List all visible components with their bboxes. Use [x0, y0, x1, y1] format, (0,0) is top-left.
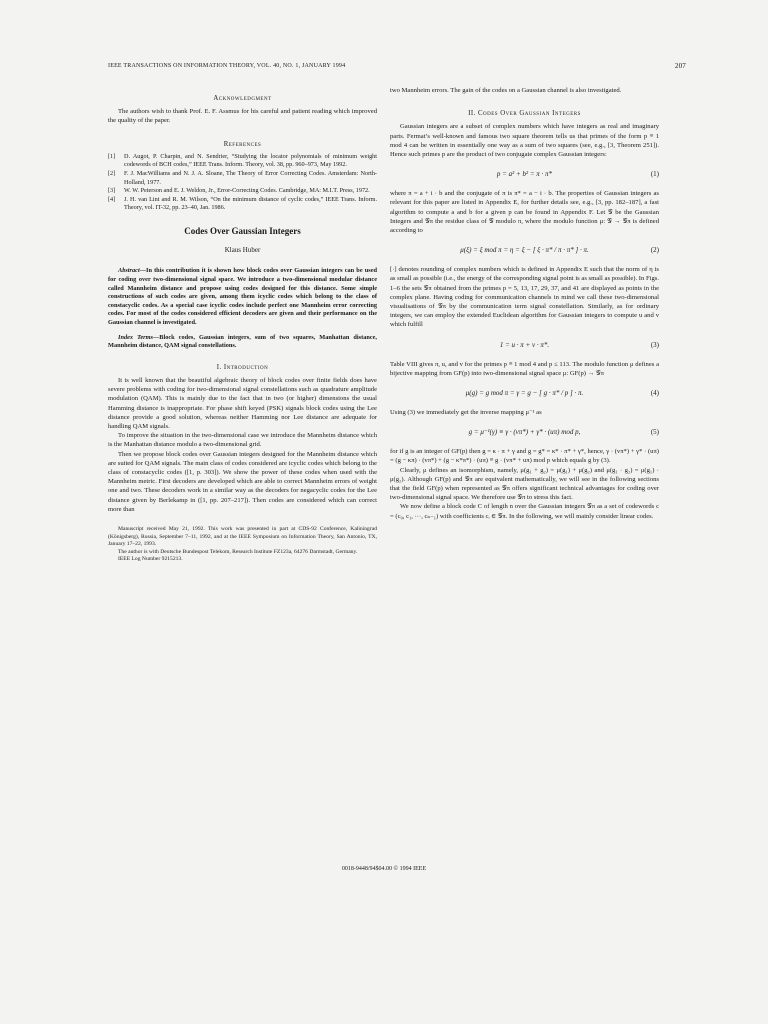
reference-text: W. W. Peterson and E. J. Weldon, Jr., Error-Correcting Codes. Cambridge, MA: M.I.T. Press, 1972. — [124, 187, 370, 195]
author-name: Klaus Huber — [224, 246, 261, 255]
equation-2 — [390, 243, 659, 257]
footnote-manuscript: Manuscript received May 21, 1992. This work was presented in part at CDS-92 Conference, Kaliningrad (Königsberg), Russia, September 7–11, 1992, and at the IEEE Symposium on Information Theory, San Antonio, TX, January 17–22, 1993. — [108, 525, 377, 548]
index-terms-text: Block codes, Gaussian integers, sum of two squares, Manhattan distance, Mannheim distance, QAM signal constellations. — [108, 333, 378, 350]
references-heading: References — [223, 140, 262, 148]
equation-1 — [390, 167, 659, 181]
right-column — [390, 86, 659, 521]
equation-5-body: g = μ⁻¹(γ) ≡ γ · (vπ*) + γ* · (uπ) mod p, — [468, 428, 581, 437]
page-number: 207 — [674, 62, 686, 70]
equation-4-body: μ(g) = g mod π = γ = g − [ g · π* / p ] · π. — [465, 389, 584, 398]
equation-3-body: 1 = u · π + v · π*. — [499, 340, 550, 349]
index-terms-lead: Index Terms— — [118, 333, 160, 341]
section-2-paragraph-8: We now define a block code C of length n over the Gaussian integers 𝒢π as a set of codewords c = (c₀, c₁, ···, cₙ₋₁) with coefficients cᵢ ∈ 𝒢π. In the following, we will mainly consider linear codes. — [390, 503, 659, 520]
reference-text: D. Augot, P. Charpin, and N. Sendrier, “Studying the locator polynomials of minimum weight codewords of BCH codes,” IEEE Trans. Inform. Theory, vol. 38, pp. 960–973, May 1992. — [124, 152, 377, 169]
footnote-affiliation: The author is with Deutsche Bundespost Telekom, Research Institute FZ123a, 64276 Darmstadt, Germany. — [118, 548, 358, 555]
section-2-paragraph-2: where π = a + i · b and the conjugate of π is π* = a − i · b. The properties of Gaussian integers as relevant for this paper are listed in Appendix E, for further details see, e.g., [3, pp. 182–187], a fast algorithm to compute a and b for a given p can be found in Appendix F. Let 𝒢 be the Gaussian Integers and 𝒢π the residue class of 𝒢 modulo π, where the modulo function μ: 𝒢 → 𝒢π is defined according to — [390, 190, 659, 235]
reference-item — [108, 196, 377, 213]
index-terms — [108, 334, 377, 351]
footnote-log-number: IEEE Log Number 9215213. — [118, 556, 183, 563]
reference-item — [108, 187, 377, 196]
equation-1-number: (1) — [650, 170, 659, 179]
equation-2-body: μ(ξ) = ξ mod π = η = ξ − [ ξ · π* / π · π* ] · π. — [460, 246, 589, 255]
reference-number: [2] — [108, 170, 116, 177]
section-2-paragraph-5: Using (3) we immediately get the inverse mapping μ⁻¹ as — [390, 409, 542, 417]
left-column — [108, 86, 377, 564]
paper-title: Codes Over Gaussian Integers — [184, 225, 301, 236]
acknowledgment-text: The authors wish to thank Prof. E. F. Assmus for his careful and patient reading which improved the quality of the paper. — [108, 108, 377, 125]
acknowledgment-heading: Acknowledgment — [213, 95, 272, 102]
section-2-paragraph-7: Clearly, μ defines an isomorphism, namely, μ(g₁ + g₂) = μ(g₁) + μ(g₂) and μ(g₁ · g₂) = μ(g₁) · μ(g₂). Although GF(p) and 𝒢π are equivalent mathematically, we will see in the following sections that the field GF(p) when represented as 𝒢π offers significant technical advantages for coding over two-dimensional signal space. We therefore use 𝒢π to stress this fact. — [390, 466, 659, 502]
equation-4 — [390, 386, 659, 400]
reference-item — [108, 170, 377, 187]
intro-continued: two Mannheim errors. The gain of the codes on a Gaussian channel is also investigated. — [390, 87, 622, 94]
section-2-paragraph-3: [·] denotes rounding of complex numbers which is defined in Appendix E such that the norm of η is as small as possible (i.e., the energy of the corresponding signal point is as small as possible). In Figs. 1–6 the sets 𝒢π obtained from the primes p = 5, 13, 17, 29, 37, and 41 are displayed as points in the complex plane. Having coding for communication channels in mind we call these two-dimensional visualisations of 𝒢π by the communication term signal constellation. Similarly, as for ordinary integers, we can employ the extended Euclidean algorithm for Gaussian integers to compute u and v which fulfill — [390, 266, 659, 329]
section-2-paragraph-4: Table VIII gives π, u, and v for the primes p ≡ 1 mod 4 and p ≤ 113. The modulo function μ defines a bijective mapping from GF(p) into two-dimensional signal space μ: GF(p) → 𝒢π — [390, 360, 659, 377]
section-2-heading: II. Codes Over Gaussian Integers — [468, 110, 581, 118]
intro-paragraph-3: Then we propose block codes over Gaussian integers designed for the Mannheim distance which are suited for QAM signals. The main class of codes considered are icyclic codes which belong to the class of constacyclic codes ([1, p. 303]). We show the power of these codes when used with the Mannheim metric. First decoders are developed which are able to correct Mannheim errors of weight one and two. These decoders work in a similar way as the decoders for negacyclic codes for the Lee distance given by Berlekamp in ([1, pp. 207–217]). Then codes are considered which can correct more than — [108, 450, 377, 513]
reference-item — [108, 153, 377, 170]
copyright-footer: 0018-9448/94$04.00 © 1994 IEEE — [341, 866, 427, 872]
reference-text: J. H. van Lint and R. M. Wilson, “On the minimum distance of cyclic codes,” IEEE Trans. Inform. Theory, vol. IT-32, pp. 23–40, Jan. 1986. — [124, 195, 377, 212]
introduction-heading: I. Introduction — [216, 363, 269, 371]
reference-text: F. J. MacWilliams and N. J. A. Sloane, The Theory of Error Correcting Codes. Amsterdam: North-Holland, 1977. — [124, 170, 377, 186]
reference-number: [3] — [108, 187, 116, 195]
section-2-paragraph-1: Gaussian integers are a subset of complex numbers which have integers as real and imaginary parts. Fermat’s well-known and famous two square theorem tells us that primes of the form p ≡ 1 mod 4 can be written in essentially one way as a sum of two squares (see, e.g., [3, Theorem 251]). Hence such primes p are the product of two conjugate complex Gaussian integers: — [390, 123, 659, 159]
equation-5-number: (5) — [650, 428, 659, 437]
reference-number: [4] — [108, 195, 116, 203]
running-header — [108, 60, 686, 72]
reference-list — [108, 153, 377, 213]
equation-2-number: (2) — [650, 246, 659, 255]
abstract-text: In this contribution it is shown how block codes over Gaussian integers can be used for coding over two-dimensional signal space. We introduce a two-dimensional modular distance called Mannheim distance and propose using codes designed for this distance. Some simple constructions of such codes are given, among them icyclic codes which belong to the class of constacyclic codes. As a special case icyclic codes include perfect one Mannheim error correcting codes. For most of the codes considered efficient decoders are given and their performance on the Gaussian channel is investigated. — [108, 267, 377, 326]
journal-line: IEEE TRANSACTIONS ON INFORMATION THEORY, VOL. 40, NO. 1, JANUARY 1994 — [108, 63, 346, 69]
equation-3 — [390, 338, 659, 352]
section-2-paragraph-6: for if g is an integer of GF(p) then g = κ · π + γ and g = g* = κ* · π* + γ*, hence, γ · (vπ*) + γ* · (uπ) = (g − κπ) · (vπ*) + (g − κ*π*) · (uπ) ≡ g · (vπ* + uπ) mod p which equals g by (3). — [390, 448, 659, 465]
intro-paragraph-1: It is well known that the beautiful algebraic theory of block codes over finite fields does have severe problems with coding for two-dimensional signal constellations such as quadrature amplitude modulation (QAM). This is mainly due to the fact that in two (or higher) dimensions the usual Hamming distance is inappropriate. For phase shift keyed (PSK) signals block codes using the Lee distance provide a good solution, whereas neither Hamming nor Lee distance are adequate for handling QAM signals. — [108, 376, 377, 430]
reference-number: [1] — [108, 152, 116, 160]
equation-3-number: (3) — [650, 340, 659, 349]
equation-5 — [390, 425, 659, 439]
equation-4-number: (4) — [650, 389, 659, 398]
footnote — [108, 526, 377, 564]
equation-1-body: p = a² + b² = π · π* — [496, 170, 553, 179]
intro-paragraph-2: To improve the situation in the two-dimensional case we introduce the Mannheim distance which is the Manhattan distance modulo a two-dimensional grid. — [108, 432, 377, 449]
abstract — [108, 267, 377, 327]
abstract-lead: Abstract— — [118, 267, 146, 275]
